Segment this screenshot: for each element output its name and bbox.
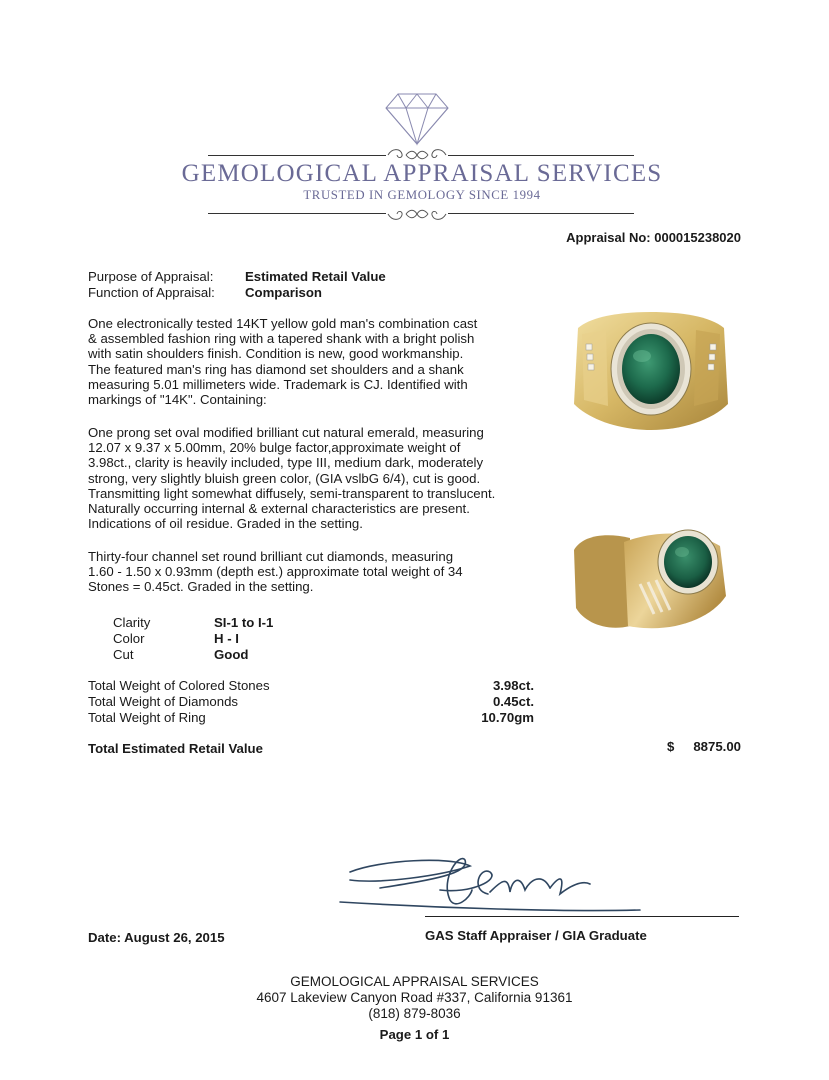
description-line: Stones = 0.45ct. Graded in the setting. <box>88 579 314 595</box>
signature-image <box>320 850 660 930</box>
description-line: Transmitting light somewhat diffusely, semi-transparent to translucent. <box>88 485 496 501</box>
diamond-icon <box>384 92 450 146</box>
ring-description <box>88 316 518 407</box>
total-ring-weight-label: Total Weight of Ring <box>88 710 206 725</box>
diamonds-description <box>88 549 518 595</box>
description-line: & assembled fashion ring with a tapered shank with a bright polish <box>88 331 475 347</box>
total-diamonds-label: Total Weight of Diamonds <box>88 694 239 709</box>
cut-label: Cut <box>113 647 134 662</box>
color-value: H - I <box>214 631 239 646</box>
description-line: 1.60 - 1.50 x 0.93mm (depth est.) approximate total weight of 34 <box>88 564 463 580</box>
total-ring-weight-value: 10.70gm <box>481 710 534 725</box>
description-line: One prong set oval modified brilliant cut natural emerald, measuring <box>88 425 484 440</box>
total-diamonds-value: 0.45ct. <box>492 694 534 709</box>
description-line: Naturally occurring internal & external characteristics are present. <box>88 501 470 517</box>
description-line: measuring 5.01 millimeters wide. Trademark is CJ. Identified with <box>88 376 468 392</box>
total-colored-stones-value: 3.98ct. <box>492 678 534 693</box>
cut-value: Good <box>214 647 249 662</box>
ring-side-image <box>570 522 730 640</box>
currency-symbol: $ <box>667 739 675 754</box>
description-line: Indications of oil residue. Graded in the setting. <box>88 516 363 532</box>
emerald-description <box>88 425 518 531</box>
retail-value-label: Total Estimated Retail Value <box>88 741 263 756</box>
description-line: Thirty-four channel set round brilliant cut diamonds, measuring <box>88 549 454 564</box>
footer-phone: (818) 879-8036 <box>368 1006 461 1021</box>
description-line: strong, very slightly bluish green color, (GIA vslbG 6/4), cut is good. <box>88 470 481 486</box>
description-line: markings of "14K". Containing: <box>88 392 267 408</box>
total-colored-stones-label: Total Weight of Colored Stones <box>88 678 270 693</box>
description-line: The featured man's ring has diamond set shoulders and a shank <box>88 361 464 377</box>
appraisal-date: Date: August 26, 2015 <box>88 930 225 945</box>
purpose-value: Estimated Retail Value <box>245 269 386 284</box>
scroll-ornament-icon <box>376 204 458 224</box>
appraisal-number: Appraisal No: 000015238020 <box>566 230 741 245</box>
clarity-value: SI-1 to I-1 <box>214 615 274 630</box>
description-line: with satin shoulders finish. Condition is new, good workmanship. <box>88 346 464 362</box>
function-label: Function of Appraisal: <box>88 285 215 300</box>
appraiser-title: GAS Staff Appraiser / GIA Graduate <box>425 928 647 943</box>
color-label: Color <box>113 631 145 646</box>
retail-value-amount: 8875.00 <box>693 739 741 754</box>
footer-address: 4607 Lakeview Canyon Road #337, California 91361 <box>256 990 573 1005</box>
function-value: Comparison <box>245 285 322 300</box>
ring-front-image <box>572 308 730 434</box>
company-tagline: TRUSTED IN GEMOLOGY SINCE 1994 <box>303 188 541 202</box>
description-line: 12.07 x 9.37 x 5.00mm, 20% bulge factor,approximate weight of <box>88 440 461 456</box>
signature-line <box>425 916 739 917</box>
footer-company: GEMOLOGICAL APPRAISAL SERVICES <box>290 974 539 989</box>
clarity-label: Clarity <box>113 615 151 630</box>
page-number: Page 1 of 1 <box>379 1027 450 1042</box>
description-line: One electronically tested 14KT yellow gold man's combination cast <box>88 316 478 331</box>
purpose-label: Purpose of Appraisal: <box>88 269 214 284</box>
description-line: 3.98ct., clarity is heavily included, type III, medium dark, moderately <box>88 455 484 471</box>
company-name: GEMOLOGICAL APPRAISAL SERVICES <box>181 160 663 187</box>
